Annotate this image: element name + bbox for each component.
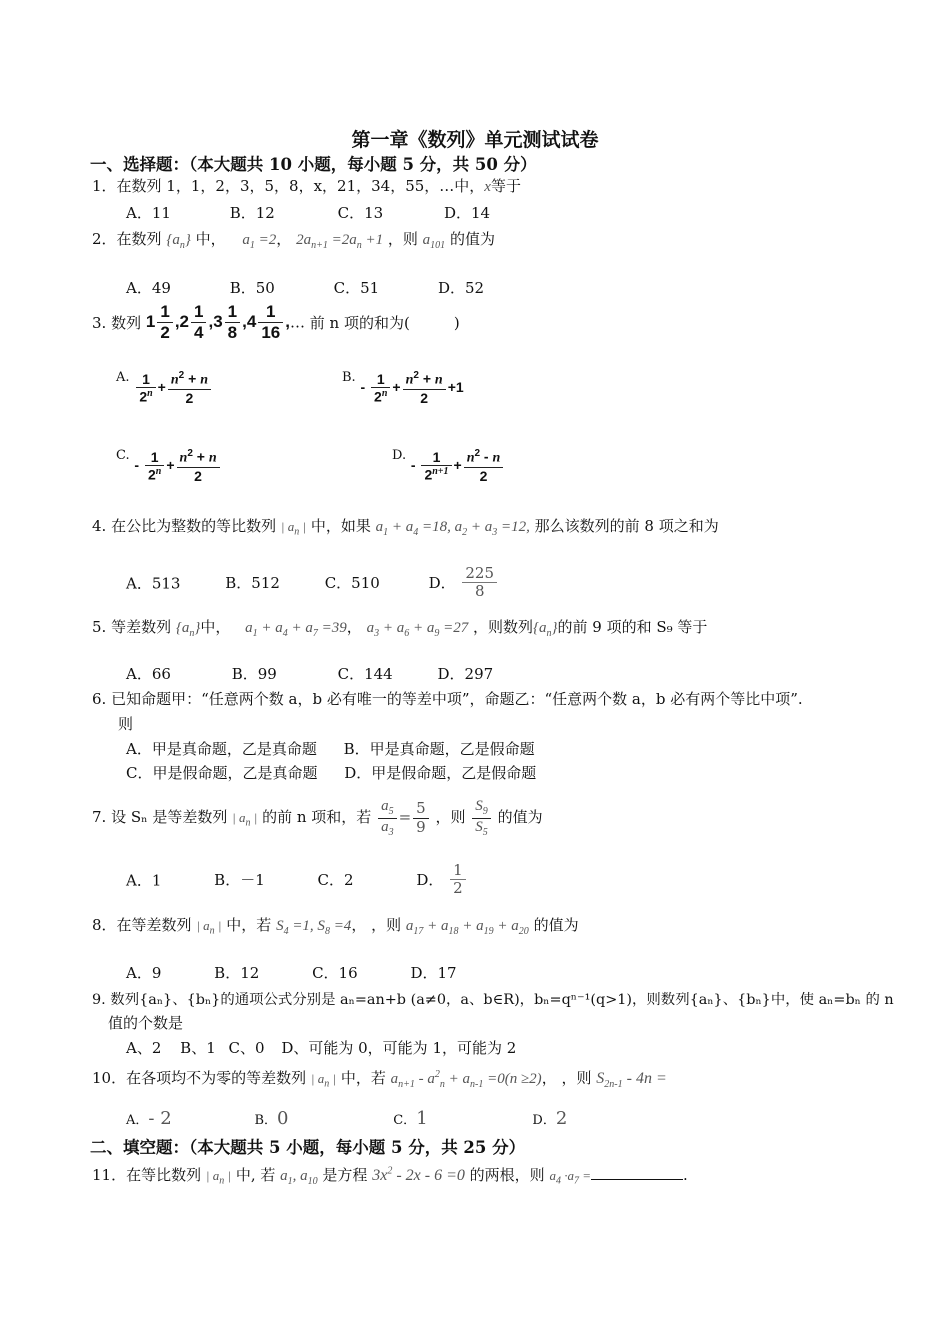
q3-option-d-label: D. <box>392 448 407 463</box>
q7-options <box>126 862 468 898</box>
q4-mid: 中，如果 <box>310 517 371 535</box>
q5-sequence-symbol: $\{a_n\}$ <box>175 620 201 639</box>
q10-target: $S_{2n-1} - 4n$ = <box>596 1070 667 1091</box>
page-title: 第一章《数列》单元测试试卷 <box>351 129 599 151</box>
q7-sequence-symbol: | $a_n$ | <box>232 810 258 829</box>
q10-options <box>126 1108 567 1129</box>
q5-text: 5. 等差数列 <box>92 618 172 636</box>
q4-option-d-fraction: $\frac{225}{8}$ <box>462 565 497 601</box>
q2-option-a[interactable]: A．49 <box>126 279 171 297</box>
q7-option-d-fraction: $\frac{1}{2}$ <box>450 862 466 898</box>
q5-then: ，则数列 <box>473 618 534 636</box>
q3-option-c-label: C. <box>116 448 130 463</box>
q3-tail: 前 n 项的和为( <box>309 314 410 333</box>
q2-option-c[interactable]: C．51 <box>333 279 380 297</box>
q5-condition-1: $a_1 + a_4 + a_7 =39$ <box>245 620 347 639</box>
q5-condition-2: $a_3 + a_6 + a_9 =27$ <box>366 620 469 639</box>
q3-option-b[interactable] <box>342 370 464 406</box>
q7-ratio-value: $\frac{5}{9}$ <box>413 800 429 836</box>
q6-line-1: 6. 已知命题甲：“任意两个数 a，b 必有唯一的等差中项”，命题乙：“任意两个数 a，b 必有两个等比中项”. <box>92 690 803 708</box>
q6-option-d[interactable]: D．甲是假命题，乙是假命题 <box>344 764 537 782</box>
q2-condition-2: $2a_{n+1} =2a_n +1$ <box>296 232 384 251</box>
q1-var: x <box>484 179 491 195</box>
q7-then: ，则 <box>435 808 466 826</box>
q11-end: . <box>683 1166 688 1184</box>
q1-text: 1．在数列 1，1，2，3，5，8，x，21，34，55，…中， <box>92 177 485 195</box>
q2-sequence-symbol: $\{a_n\}$ <box>166 232 191 251</box>
question-1 <box>92 175 521 196</box>
q7-tail: 的值为 <box>497 808 543 826</box>
q2-condition-1: $a_1 =2$ <box>242 232 277 251</box>
q3-option-d[interactable] <box>392 448 505 484</box>
q5-mid: 中， <box>200 618 231 636</box>
q10-option-c-value: 1 <box>416 1108 428 1129</box>
q6-option-a[interactable]: A．甲是真命题，乙是真命题 <box>126 740 317 758</box>
q2-mid: 中， <box>195 230 226 248</box>
question-4 <box>92 515 719 538</box>
q10-option-a[interactable]: A． <box>126 1113 149 1128</box>
q8-option-c[interactable]: C．16 <box>312 964 358 982</box>
q4-option-c[interactable]: C．510 <box>324 574 380 593</box>
q10-option-d[interactable]: D． <box>532 1113 556 1128</box>
q9-option-a[interactable]: A、2 <box>126 1039 162 1057</box>
q10-condition: $a_{n+1} - a^2_n + a_{n-1} =0(n \ge 2)$ <box>390 1069 542 1090</box>
q11-equation: $3x^2 - 2x - 6 =0$ <box>372 1165 465 1184</box>
q8-option-d[interactable]: D．17 <box>410 964 457 982</box>
q3-sequence: 1 $\frac{1}{2}$ ,2 $\frac{1}{4}$ ,3 $\frac{1}{8}$ ,4 $\frac{1}{16}$ , <box>145 302 290 342</box>
q5-tail: 的前 9 项的和 S₉ 等于 <box>557 618 708 636</box>
q1-options <box>126 202 490 223</box>
q2-text: 2．在数列 <box>92 230 162 248</box>
q4-text: 4. 在公比为整数的等比数列 <box>92 517 277 535</box>
q5-option-b[interactable]: B．99 <box>231 665 277 683</box>
q2-comma: ， <box>276 230 292 248</box>
q2-target: $a_{101}$ <box>422 232 446 251</box>
question-5: 5. 等差数列 $\{a_n\}$中， $a_1 + a_4 + a_7 =39$， $a_3 + a_6 + a_9 =27$ ，则数列$\{a_n\}$的前 9 项的和 S₉ 等于 <box>92 618 708 639</box>
q7-ratio-a: $\frac{a_5}{a_3}$ <box>378 798 397 838</box>
q1-tail: 等于 <box>490 177 521 195</box>
q8-sequence-symbol: | $a_n$ | <box>196 918 222 937</box>
q3-option-c[interactable] <box>116 448 222 484</box>
q10-mid: 中，若 <box>340 1069 386 1087</box>
q8-condition: $S_4 =1$, $S_8 =4$ <box>276 918 352 937</box>
question-11 <box>92 1164 688 1187</box>
q8-then: ，则 <box>371 916 402 934</box>
q8-mid: 中，若 <box>226 916 272 934</box>
q7-text: 7. 设 Sₙ 是等差数列 <box>92 808 228 826</box>
q11-answer-blank[interactable] <box>591 1165 683 1180</box>
q10-text: 10．在各项均不为零的等差数列 <box>92 1069 307 1087</box>
q10-option-c[interactable]: C． <box>393 1113 417 1128</box>
q5-option-c[interactable]: C．144 <box>337 665 393 683</box>
q2-then: ，则 <box>387 230 418 248</box>
q1-option-a[interactable]: A．11 <box>126 204 171 222</box>
q3-option-a-formula: $\frac{1}{2^n}$ + $\frac{n^2 + n}{2}$ <box>134 379 213 395</box>
q6-option-c[interactable]: C．甲是假命题，乙是真命题 <box>126 764 318 782</box>
q9-option-c[interactable]: C、0 <box>228 1039 265 1057</box>
q9-options <box>126 1037 516 1058</box>
question-2 <box>92 228 495 251</box>
question-10: 10．在各项均不为零的等差数列 | $a_n$ | 中，若 $a_{n+1} - a^2_n + a_{n-1} =0(n \ge 2)$， ，则 $S_{2n-1} - 4n$ = <box>92 1069 667 1091</box>
q3-option-b-formula: - $\frac{1}{2^n}$ + $\frac{n^2 + n}{2}$ +1 <box>360 370 464 406</box>
q4-options <box>126 565 499 601</box>
q9-option-d[interactable]: D、可能为 0，可能为 1，可能为 2 <box>281 1039 517 1057</box>
question-7: 7. 设 Sₙ 是等差数列 | $a_n$ | 的前 n 项和，若 $\frac{a_5}{a_3}$ = $\frac{5}{9}$ ，则 $\frac{S_9}{S_5}$ 的值为 <box>92 798 543 838</box>
q4-sequence-symbol: | $a_n$ | <box>280 519 307 538</box>
q10-option-b-value: 0 <box>277 1108 289 1129</box>
q9-line-2: 值的个数是 <box>108 1014 184 1032</box>
q3-option-c-formula: - $\frac{1}{2^n}$ + $\frac{n^2 + n}{2}$ <box>134 457 221 473</box>
q9-line-1: 9. 数列{aₙ}、{bₙ}的通项公式分别是 aₙ=an+b (a≠0，a、b∈R)，bₙ=qⁿ⁻¹(q>1)，则数列{aₙ}、{bₙ}中，使 aₙ=bₙ 的 n <box>92 992 894 1008</box>
q3-text: 3. 数列 <box>92 314 142 333</box>
q6-option-b[interactable]: B．甲是真命题，乙是假命题 <box>343 740 535 758</box>
q7-option-b[interactable]: B．－1 <box>214 871 265 890</box>
q8-target: $a_{17} + a_{18} + a_{19} + a_{20}$ <box>405 918 529 937</box>
q11-sequence-symbol: | $a_n$ | <box>205 1168 232 1187</box>
section-heading-fill: 二、填空题：（本大题共 5 小题，每小题 5 分，共 25 分） <box>90 1138 526 1157</box>
q1-option-b[interactable]: B．12 <box>229 204 275 222</box>
q4-option-d[interactable]: D． <box>428 574 456 593</box>
q8-options <box>126 962 457 983</box>
q8-text: 8．在等差数列 <box>92 916 192 934</box>
q1-option-c[interactable]: C．13 <box>337 204 384 222</box>
q4-condition: $a_1 + a_4 =18$, $a_2 + a_3 =12$, <box>375 519 530 538</box>
q8-tail: 的值为 <box>533 916 579 934</box>
q11-then: 是方程 <box>322 1166 368 1184</box>
q4-option-b[interactable]: B．512 <box>225 574 280 593</box>
q8-option-b[interactable]: B．12 <box>214 964 260 982</box>
q7-ratio-s: $\frac{S_9}{S_5}$ <box>472 798 491 838</box>
q3-option-a[interactable] <box>116 370 213 406</box>
q5-option-d[interactable]: D．297 <box>437 665 494 683</box>
q1-option-d[interactable]: D．14 <box>443 204 491 222</box>
q6-options-row-1 <box>126 738 535 759</box>
q2-option-d[interactable]: D．52 <box>437 279 485 297</box>
q2-option-b[interactable]: B．50 <box>229 279 275 297</box>
q4-option-a[interactable]: A．513 <box>126 574 181 593</box>
q11-mid: 中, 若 <box>235 1166 276 1184</box>
q7-option-c[interactable]: C．2 <box>317 871 354 890</box>
q3-close: ) <box>453 313 460 332</box>
q11-roots: $a_1$, $a_{10}$ <box>280 1168 318 1187</box>
q5-options <box>126 663 493 684</box>
q10-option-b[interactable]: B． <box>254 1113 277 1128</box>
q10-then: ，则 <box>561 1069 592 1087</box>
q9-option-b[interactable]: B、1 <box>180 1039 216 1057</box>
q10-option-a-value: - 2 <box>148 1108 172 1129</box>
section-heading-choice: 一、选择题：（本大题共 10 小题，每小题 5 分，共 50 分） <box>90 155 537 174</box>
q2-tail: 的值为 <box>449 230 495 248</box>
question-8: 8．在等差数列 | $a_n$ | 中，若 $S_4 =1$, $S_8 =4$， ，则 $a_{17} + a_{18} + a_{19} + a_{20}$ 的值为 <box>92 916 579 937</box>
question-3: 3. 数列 1 $\frac{1}{2}$ ,2 $\frac{1}{4}$ ,3 $\frac{1}{8}$ ,4 $\frac{1}{16}$ ,… 前 n 项的和为( ) <box>92 302 460 342</box>
q5-sequence-symbol-2: $\{a_n\}$ <box>533 620 558 639</box>
q10-sequence-symbol: | $a_n$ | <box>310 1071 337 1090</box>
q2-options <box>126 277 484 298</box>
q10-option-d-value: 2 <box>555 1108 568 1129</box>
q8-option-a[interactable]: A．9 <box>126 964 162 982</box>
q3-option-a-label: A. <box>116 370 130 385</box>
q4-tail: 那么该数列的前 8 项之和为 <box>534 517 719 535</box>
q11-tail: 的两根，则 <box>469 1166 545 1184</box>
q6-line-2: 则 <box>118 715 134 733</box>
q3-option-d-formula: - $\frac{1}{2^{n+1}}$ + $\frac{n^2 - n}{2}$ <box>411 457 505 473</box>
q3-option-b-label: B. <box>342 370 356 385</box>
q7-option-a[interactable]: A．1 <box>126 871 162 890</box>
q5-option-a[interactable]: A．66 <box>126 665 171 683</box>
q11-text: 11．在等比数列 <box>92 1166 202 1184</box>
q7-mid: 的前 n 项和，若 <box>262 808 372 826</box>
q11-target: $a_4 \cdot a_7$ = <box>549 1168 591 1187</box>
q6-options-row-2 <box>126 762 536 783</box>
q7-option-d[interactable]: D． <box>416 871 444 890</box>
